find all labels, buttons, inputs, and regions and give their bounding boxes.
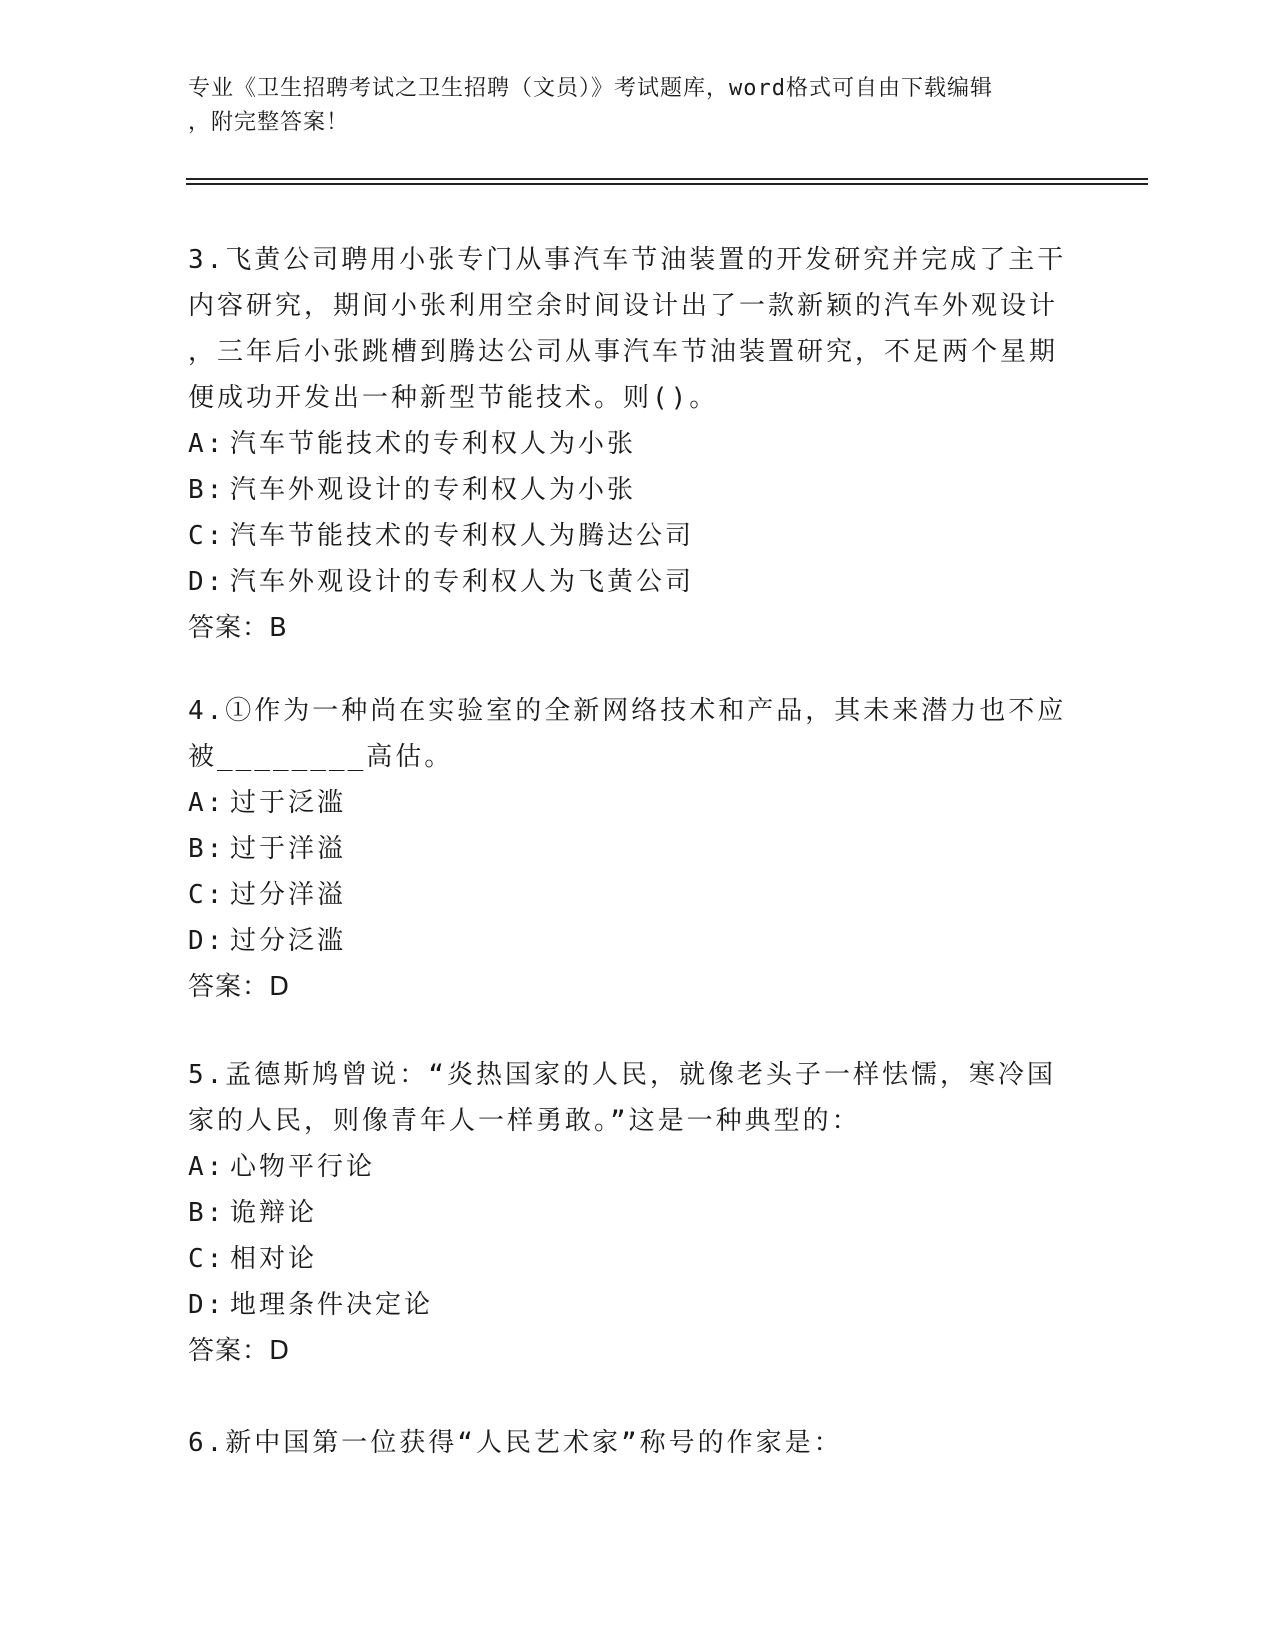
option-text: 汽车外观设计的专利权人为飞黄公司 — [230, 567, 695, 597]
question-stem-line: 3.飞黄公司聘用小张专门从事汽车节油装置的开发研究并完成了主干 — [188, 245, 1067, 275]
question-4 — [188, 688, 1068, 1010]
option-key: A: — [188, 429, 226, 459]
question-stem-line: ，三年后小张跳槽到腾达公司从事汽车节油装置研究，不足两个星期 — [188, 337, 1059, 367]
option-key: C: — [188, 521, 226, 551]
option-text: 心物平行论 — [230, 1152, 376, 1182]
option-text: 诡辩论 — [230, 1198, 318, 1228]
option-key: A: — [188, 1152, 226, 1182]
option-c — [188, 872, 1068, 918]
option-key: C: — [188, 880, 226, 910]
option-d — [188, 559, 1068, 605]
header-divider-bottom — [186, 183, 1148, 185]
option-text: 过于泛滥 — [230, 788, 347, 818]
option-text: 过分洋溢 — [230, 880, 347, 910]
question-stem-line: 6.新中国第一位获得“人民艺术家”称号的作家是： — [188, 1428, 843, 1458]
option-key: D: — [188, 926, 226, 956]
option-text: 汽车节能技术的专利权人为腾达公司 — [230, 521, 695, 551]
question-stem-line: 被________高估。 — [188, 742, 454, 772]
option-key: C: — [188, 1244, 226, 1274]
option-a — [188, 421, 1068, 467]
option-key: B: — [188, 475, 226, 505]
answer-line: 答案：D — [188, 972, 291, 1002]
question-stem-line: 家的人民，则像青年人一样勇敢。”这是一种典型的： — [188, 1106, 861, 1136]
option-c — [188, 1236, 1068, 1282]
question-stem-line: 便成功开发出一种新型节能技术。则()。 — [188, 383, 719, 413]
question-3 — [188, 237, 1068, 651]
question-stem-line: 5.孟德斯鸠曾说：“炎热国家的人民，就像老头子一样怯懦，寒冷国 — [188, 1060, 1056, 1090]
option-text: 过分泛滥 — [230, 926, 347, 956]
header-line-2: ，附完整答案！ — [188, 110, 350, 135]
option-key: A: — [188, 788, 226, 818]
option-c — [188, 513, 1068, 559]
question-stem-line: 4.①作为一种尚在实验室的全新网络技术和产品，其未来潜力也不应 — [188, 696, 1067, 726]
question-stem-line: 内容研究，期间小张利用空余时间设计出了一款新颖的汽车外观设计 — [188, 291, 1059, 321]
option-key: D: — [188, 1290, 226, 1320]
option-key: B: — [188, 834, 226, 864]
answer-line: 答案：D — [188, 1336, 291, 1366]
option-text: 相对论 — [230, 1244, 318, 1274]
option-a — [188, 1144, 1068, 1190]
document-header — [188, 72, 1068, 140]
question-6 — [188, 1420, 1068, 1466]
option-key: B: — [188, 1198, 226, 1228]
option-b — [188, 1190, 1068, 1236]
option-b — [188, 826, 1068, 872]
option-d — [188, 918, 1068, 964]
header-divider-top — [186, 178, 1148, 180]
option-b — [188, 467, 1068, 513]
answer-line: 答案：B — [188, 613, 288, 643]
option-text: 地理条件决定论 — [230, 1290, 434, 1320]
question-5 — [188, 1052, 1068, 1374]
option-text: 汽车节能技术的专利权人为小张 — [230, 429, 637, 459]
option-a — [188, 780, 1068, 826]
option-text: 过于洋溢 — [230, 834, 347, 864]
option-text: 汽车外观设计的专利权人为小张 — [230, 475, 637, 505]
header-line-1: 专业《卫生招聘考试之卫生招聘（文员）》考试题库，word格式可自由下载编辑 — [188, 76, 993, 101]
option-key: D: — [188, 567, 226, 597]
option-d — [188, 1282, 1068, 1328]
